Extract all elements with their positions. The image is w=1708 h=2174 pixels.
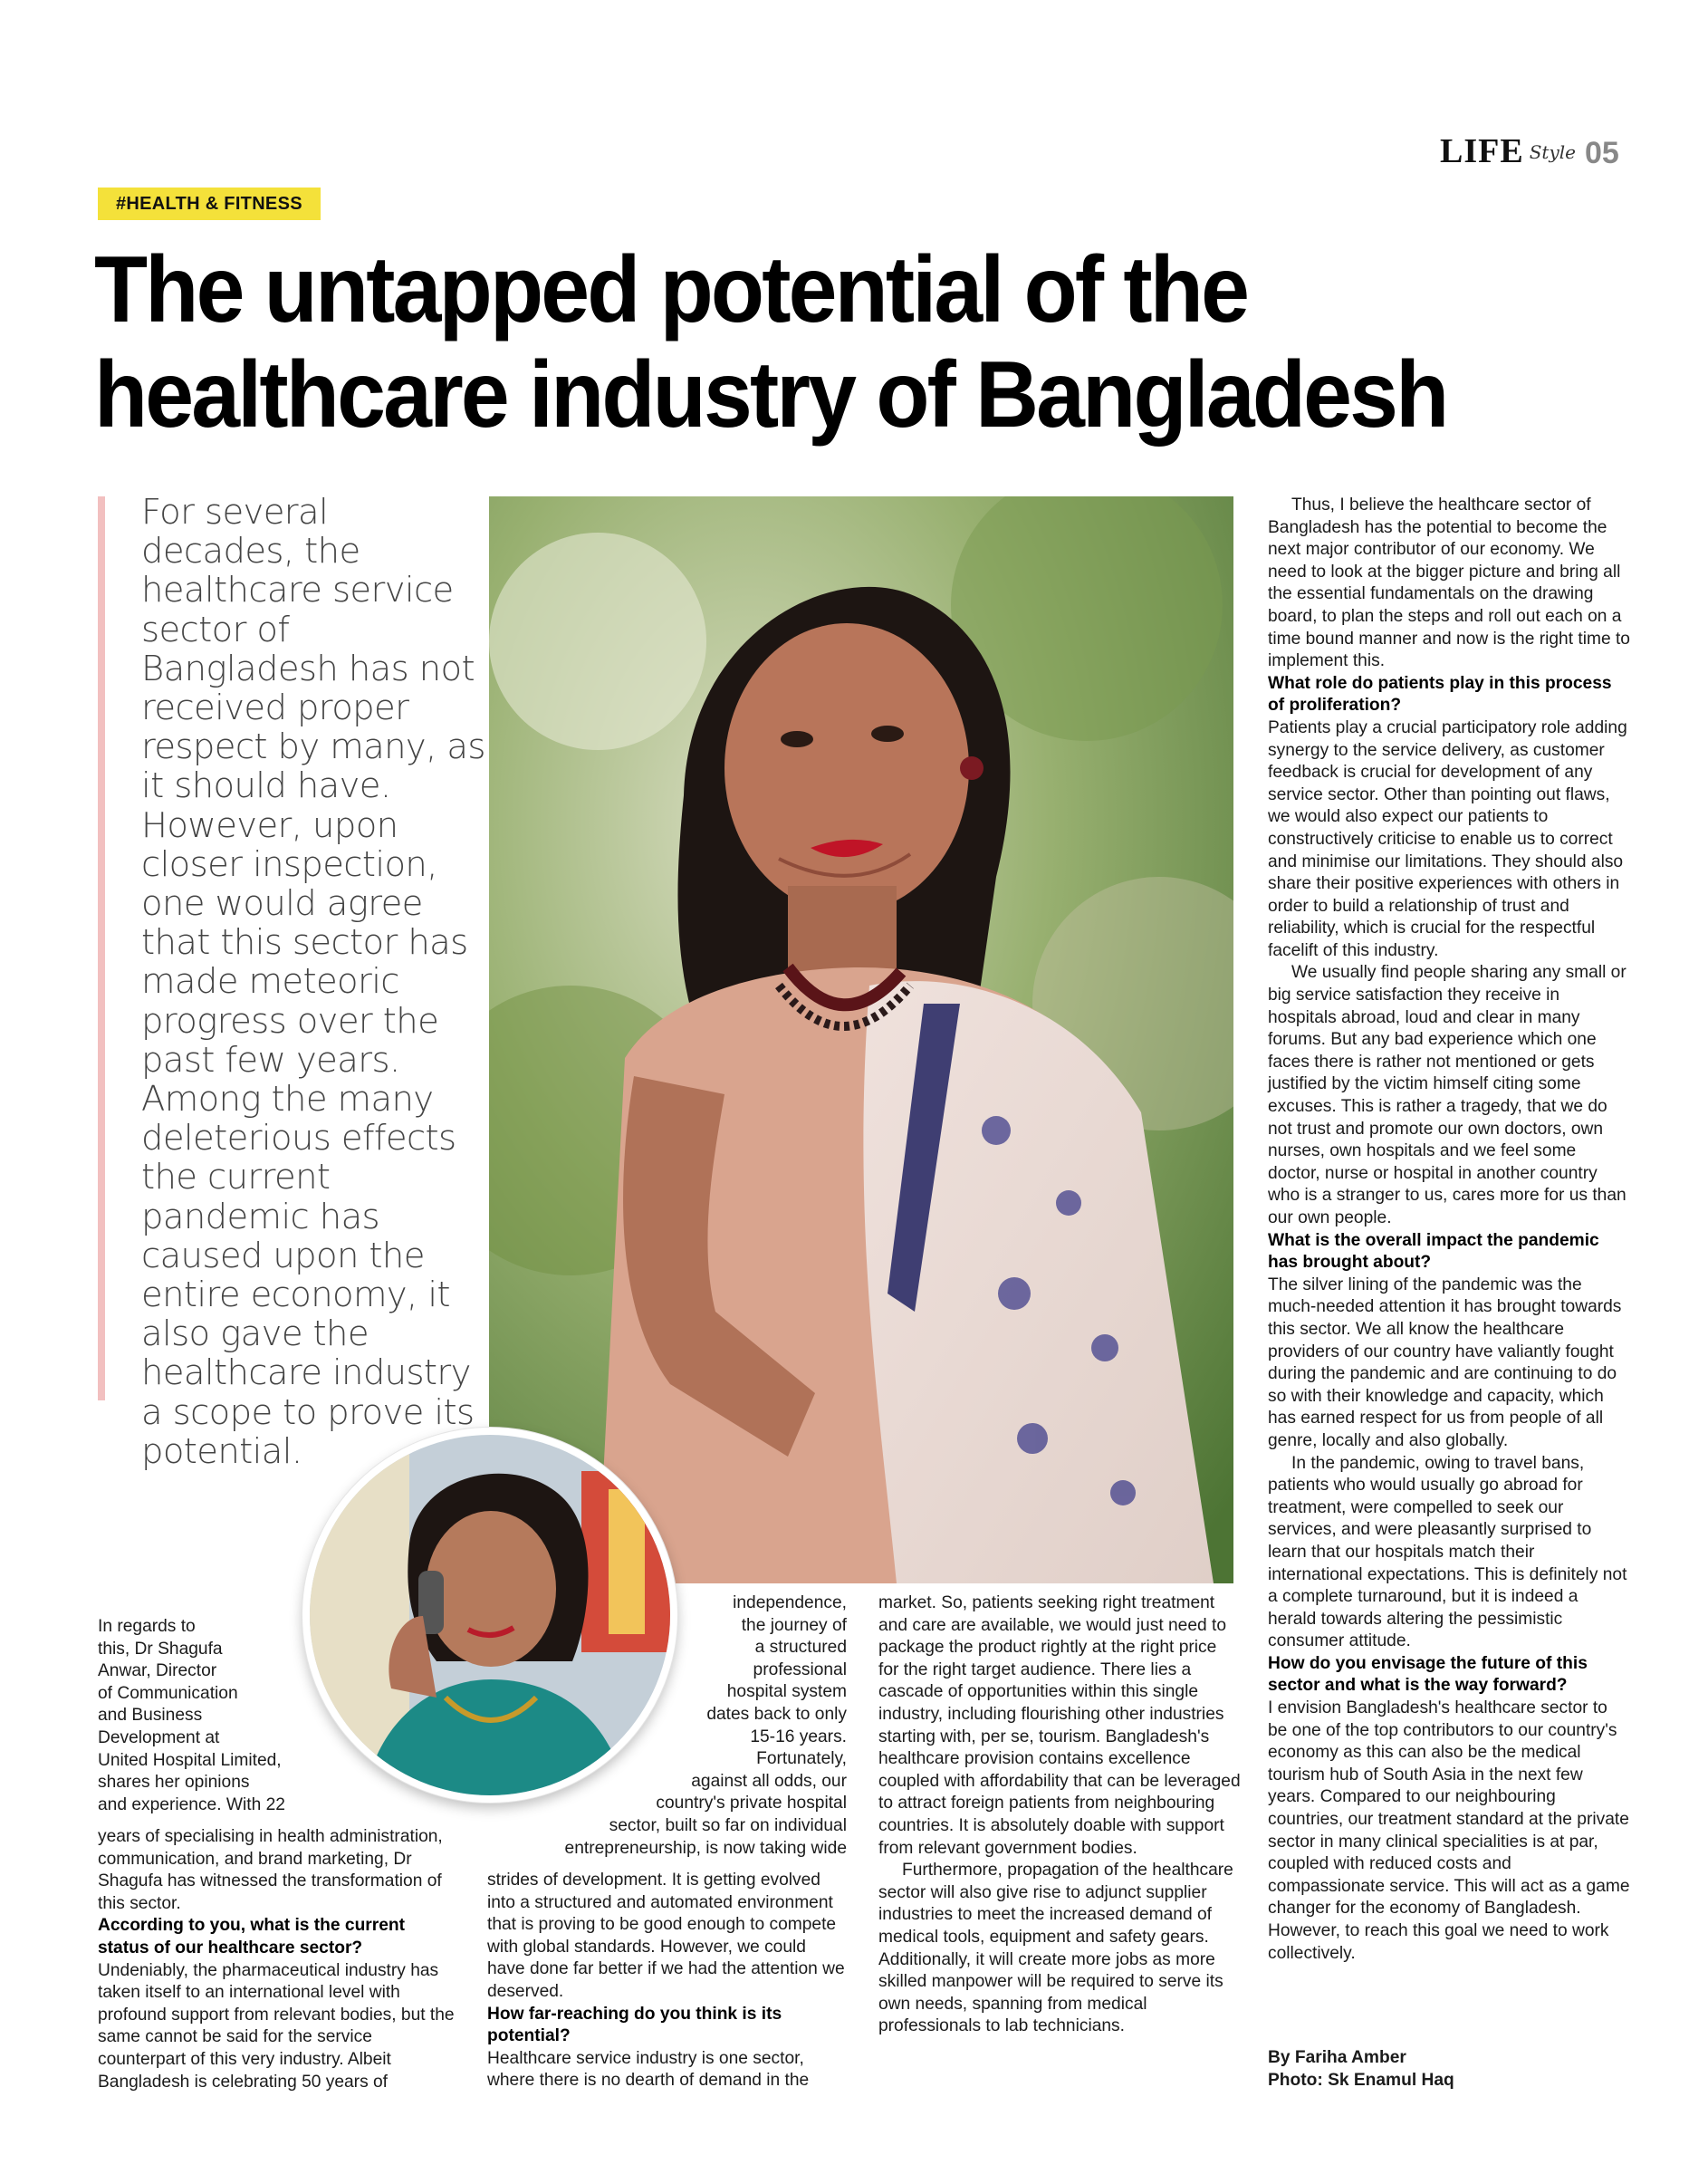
column-2-line: dates back to only <box>706 1704 847 1724</box>
intro-line: shares her opinions <box>98 1773 250 1793</box>
column-3-paragraph-2: Furthermore, propagation of the healthcare sector will also give rise to adjunct supplier industries to meet the increased demand of medical tools, equipment and safety gears. Additionally, it will create more jobs as more skilled manpower will be required to serve its own needs, spanning from medical professionals to lab technicians. <box>878 1861 1233 2036</box>
question-3: What role do patients play in this process of proliferation? <box>1268 673 1612 716</box>
column-2 <box>487 1870 845 2092</box>
column-2-line: against all odds, our <box>691 1771 847 1791</box>
section-tag: #HEALTH & FITNESS <box>98 188 321 220</box>
column-4 <box>1268 495 1630 1965</box>
answer-2: Healthcare service industry is one sector, where there is no dearth of demand in the <box>487 2048 810 2091</box>
publication-brand <box>1440 123 1619 168</box>
column-2-paragraph: strides of development. It is getting evolved into a structured and automated environment that is proving to be good enough to compete with global standards. However, we could have done far better if we had the attention we deserved. <box>487 1871 845 2001</box>
column-2-line: Fortunately, <box>756 1749 847 1769</box>
answer-1: Undeniably, the pharmaceutical industry has taken itself to an international level with profound support from relevant bodies, but the same cannot be said for the service counterpart of this very industry. Albeit Bangladesh is celebrating 50 years of <box>98 1960 455 2092</box>
page-number: 05 <box>1584 136 1619 170</box>
question-4: What is the overall impact the pandemic has brought about? <box>1268 1230 1599 1273</box>
answer-5: I envision Bangladesh's healthcare sector to be one of the top contributors to our country's economy as this can also be the medical tourism hub of South Asia in the next few years. Compared to our neighbouring countries, our treatment standard at the private sector in many clinical specialities is at par, coupled with reduced costs and compassionate service. This will act as a game changer for the economy of Bangladesh. However, to reach this goal we need to work collectively. <box>1268 1698 1630 1963</box>
intro-line: of Communication <box>98 1683 238 1703</box>
question-2: How far-reaching do you think is its potential? <box>487 2004 782 2046</box>
intro-paragraph-top <box>98 1616 306 1816</box>
answer-4-continued: In the pandemic, owing to travel bans, patients who would usually go abroad for treatment, were compelled to seek our services, and were pleasantly surprised to learn that our hospitals match their international expectations. This is definitely not a complete turnaround, but it is indeed a herald towards altering the pessimistic consumer attitude. <box>1268 1453 1627 1651</box>
intro-line: In regards to <box>98 1617 196 1636</box>
column-2-line: entrepreneurship, is now taking wide <box>564 1838 847 1858</box>
author-credit: By Fariha Amber <box>1268 2048 1406 2067</box>
column-3-paragraph-1: market. So, patients seeking right treatment and care are available, we would just need to package the product rightly at the right price for the right target audience. There lies a cascade of opportunities within this single industry, including flourishing other industries starting with, per se, tourism. Bangladesh's healthcare provision contains excellence coupled with affordability that can be leveraged to attract foreign patients from neighbouring countries. It is absolutely doable with support from relevant government bodies. <box>878 1593 1241 1858</box>
answer-3-continued: We usually find people sharing any small or big service satisfaction they receive in hospitals abroad, loud and clear in many forums. But any bad experience which one faces there is rather not mentioned or gets justified by the victim himself citing some excuses. This is rather a tragedy, that we do not trust and promote our own doctors, own nurses, own hospitals and we feel some doctor, nurse or hospital in another country who is a stranger to us, cares more for us than our own people. <box>1268 963 1626 1227</box>
pull-quote: For several decades, the healthcare service sector of Bangladesh has not received proper respect by many, as it should have. However, upon closer inspection, one would agree that this sector has made meteoric progress over the past few years. Among the many deleterious effects the current pandemic has caused upon the entire economy, it also gave the healthcare industry a scope to prove its potential. <box>141 492 485 1472</box>
intro-line: and experience. With 22 <box>98 1794 285 1814</box>
column-2-top <box>471 1592 847 1860</box>
column-2-line: a structured <box>754 1638 847 1658</box>
column-2-line: independence, <box>733 1593 847 1612</box>
photo-credit: Photo: Sk Enamul Haq <box>1268 2070 1454 2090</box>
question-5: How do you envisage the future of this sector and what is the way forward? <box>1268 1653 1588 1696</box>
brand-style: Style <box>1529 141 1576 163</box>
intro-line: this, Dr Shagufa <box>98 1639 223 1659</box>
intro-line: and Business <box>98 1706 203 1726</box>
main-portrait-photo <box>489 496 1233 1583</box>
question-1: According to you, what is the current status of our healthcare sector? <box>98 1916 406 1958</box>
intro-paragraph-rest: years of specialising in health administration, communication, and brand marketing, Dr Shagufa has witnessed the transformation of this sector. <box>98 1827 443 1913</box>
answer-4: The silver lining of the pandemic was the much-needed attention it has brought towards this sector. We all know the healthcare providers of our country have valiantly fought during the pandemic and are continuing to do so with their knowledge and capacity, which has earned respect for us from people of all genre, locally and also globally. <box>1268 1275 1622 1450</box>
column-2-line: 15-16 years. <box>750 1727 847 1746</box>
column-2-line: the journey of <box>741 1615 847 1635</box>
column-1 <box>98 1826 456 2093</box>
intro-line: Development at <box>98 1727 220 1747</box>
column-4-paragraph-1: Thus, I believe the healthcare sector of Bangladesh has the potential to become the next major contributor of our economy. We need to look at the bigger picture and bring all the essential fundamentals on the drawing board, to plan the steps and roll out each on a time bound manner and now is the right time to implement this. <box>1268 495 1630 671</box>
column-2-line: hospital system <box>726 1682 847 1702</box>
intro-line: United Hospital Limited, <box>98 1750 282 1770</box>
column-2-line: professional <box>753 1659 847 1679</box>
byline <box>1268 2047 1630 2092</box>
portrait-illustration <box>489 496 1233 1583</box>
headline: The untapped potential of the healthcare industry of Bangladesh <box>94 237 1447 447</box>
column-2-line: sector, built so far on individual <box>609 1815 847 1835</box>
column-2-line: country's private hospital <box>656 1794 847 1813</box>
answer-3: Patients play a crucial participatory role adding synergy to the service delivery, as customer feedback is crucial for development of any service sector. Other than pointing out flaws, we would also expect our patients to constructively criticise to enable us to correct and minimise our limitations. They should also share their positive experiences with others in order to build a relationship of trust and reliability, which is crucial for the respectful facelift of this industry. <box>1268 717 1627 960</box>
brand-life: LIFE <box>1440 132 1524 170</box>
column-3 <box>878 1592 1241 2038</box>
pull-quote-bar <box>98 496 105 1400</box>
intro-line: Anwar, Director <box>98 1661 217 1681</box>
